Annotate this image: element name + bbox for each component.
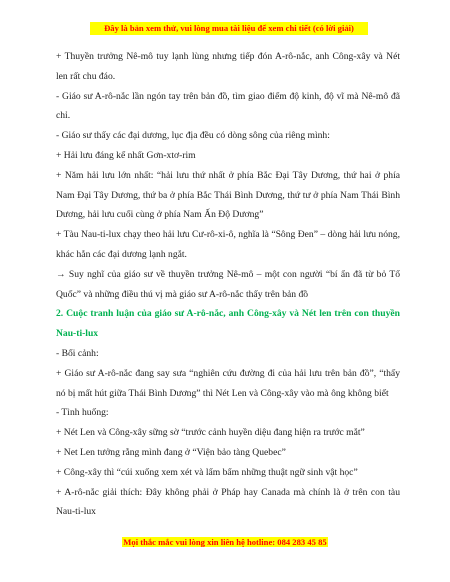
paragraph: + Tàu Nau-ti-lux chạy theo hải lưu Cư-rô-xi-ô, nghĩa là “Sông Đen” – dòng hải lưu nóng, khác hẳn các đại dương lạnh ngắt.	[56, 229, 400, 260]
paragraph: → Suy nghĩ của giáo sư về thuyền trưởng Nê-mô – một con người “bí ẩn đã từ bỏ Tổ Quốc” và những điều thú vị mà giáo sư A-rô-nắc thấy trên bản đồ	[56, 268, 400, 300]
paragraph: - Bối cảnh:	[56, 347, 99, 359]
paragraph: - Giáo sư A-rô-nắc lần ngón tay trên bản đồ, tìm giao điểm độ kinh, độ vĩ mà Nê-mô đã chỉ.	[56, 90, 400, 122]
paragraph: + Năm hải lưu lớn nhất: “hải lưu thứ nhất ở phía Bắc Đại Tây Dương, thứ hai ở phía Nam Đại Tây Dương, thứ ba ở phía Bắc Thái Bình Dương, thứ tư ở phía Nam Thái Bình Dương, hải lưu cuối cùng ở phía Nam Ấn Độ Dương”	[56, 169, 400, 221]
paragraph: - Tình huống:	[56, 407, 109, 419]
paragraph: + Thuyền trưởng Nê-mô tuy lạnh lùng nhưng tiếp đón A-rô-nắc, anh Công-xây và Nét len rất chu đáo.	[56, 51, 400, 82]
section-heading: 2. Cuộc tranh luận của giáo sư A-rô-nắc, anh Công-xây và Nét len trên con thuyền Nau-ti-lux	[56, 308, 400, 340]
paragraph: + Giáo sư A-rô-nắc đang say sưa “nghiên cứu đường đi của hải lưu trên bản đồ”, “thấy nó bị mất hút giữa Thái Bình Dương” thì Nét Len và Công-xây vào mà ông không biết	[56, 367, 400, 399]
hotline-notice: Mọi thắc mắc vui lòng xin liên hệ hotline: 084 283 45 85	[123, 537, 327, 547]
paragraph: + Công-xây thì “cúi xuống xem xét và lẩm bẩm những thuật ngữ sinh vật học”	[56, 466, 358, 478]
document-body	[56, 47, 400, 522]
paragraph: + Nét Len và Công-xây sững sờ “trước cảnh huyền diệu đang hiện ra trước mắt”	[56, 427, 365, 439]
paragraph: - Giáo sư thấy các đại dương, lục địa đều có dòng sông của riêng mình:	[56, 130, 330, 142]
paragraph: + Net Len tưởng rằng mình đang ở “Viện bảo tàng Quebec”	[56, 446, 286, 458]
paragraph: + A-rô-nắc giải thích: Đây không phải ở Pháp hay Canada mà chính là ở trên con tàu Nau-ti-lux	[56, 486, 400, 518]
footer-notice	[0, 536, 450, 549]
paragraph: + Hải lưu đáng kể nhất Gơn-xtơ-rim	[56, 149, 196, 161]
preview-notice-banner: Đây là bản xem thử, vui lòng mua tài liệu để xem chi tiết (có lời giải)	[90, 22, 368, 35]
